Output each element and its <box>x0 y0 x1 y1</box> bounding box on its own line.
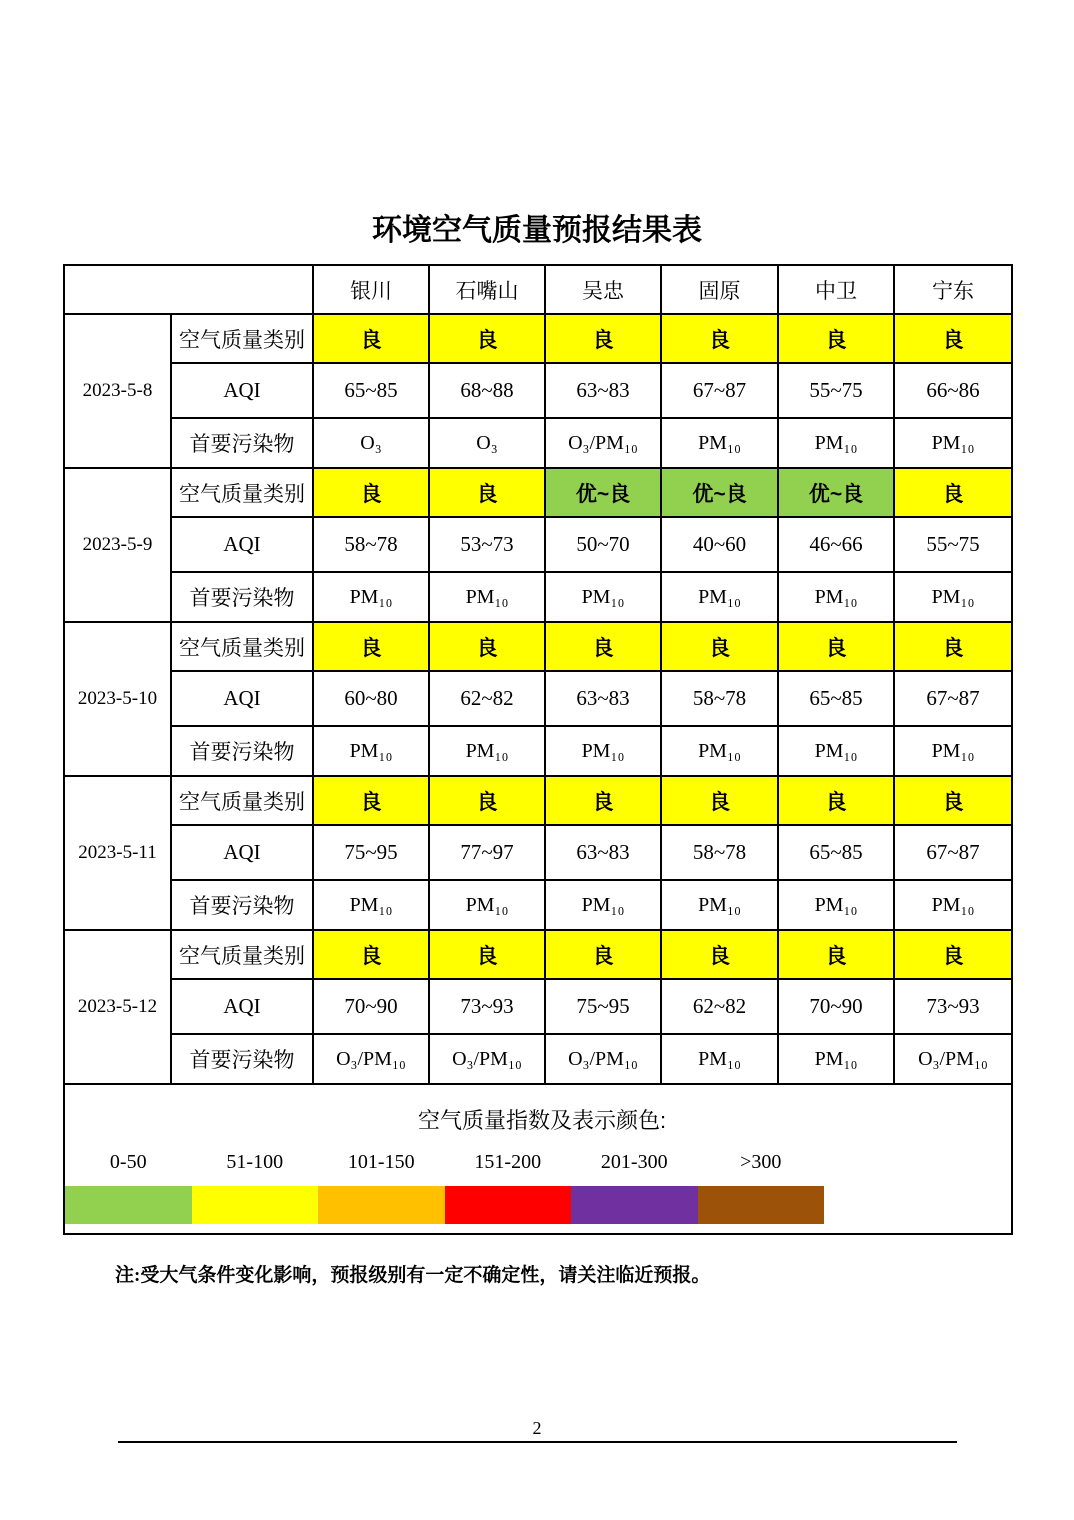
legend-color-swatch <box>318 1186 445 1224</box>
aqi-value-cell: 55~75 <box>778 363 894 418</box>
aqi-value-cell: 60~80 <box>313 671 429 726</box>
category-value-cell: 良 <box>894 468 1012 517</box>
legend-range-label: 51-100 <box>226 1151 284 1173</box>
pollutant-value-cell: O₃/PM₁₀ <box>429 1034 545 1084</box>
pollutant-value-cell: PM₁₀ <box>313 726 429 776</box>
city-header-cell: 固原 <box>661 265 778 314</box>
legend-range-label: 201-300 <box>600 1151 668 1173</box>
date-cell: 2023-5-8 <box>64 314 171 468</box>
row-label-category: 空气质量类别 <box>171 314 313 363</box>
pollutant-value-cell: O₃ <box>313 418 429 468</box>
category-value-cell: 良 <box>429 930 545 979</box>
category-value-cell: 良 <box>313 776 429 825</box>
aqi-value-cell: 63~83 <box>545 825 661 880</box>
category-value-cell: 良 <box>894 314 1012 363</box>
aqi-value-cell: 68~88 <box>429 363 545 418</box>
aqi-row <box>64 671 1012 726</box>
legend-cell <box>64 1084 1012 1234</box>
pollutant-value-cell: O₃/PM₁₀ <box>545 418 661 468</box>
category-value-cell: 良 <box>661 776 778 825</box>
aqi-value-cell: 73~93 <box>894 979 1012 1034</box>
category-value-cell: 良 <box>778 930 894 979</box>
category-value-cell: 良 <box>661 930 778 979</box>
aqi-value-cell: 75~95 <box>545 979 661 1034</box>
aqi-value-cell: 67~87 <box>894 825 1012 880</box>
row-label-category: 空气质量类别 <box>171 468 313 517</box>
row-label-aqi: AQI <box>171 671 313 726</box>
city-header-cell: 宁东 <box>894 265 1012 314</box>
category-value-cell: 优~良 <box>661 468 778 517</box>
legend-color-swatch <box>445 1186 572 1224</box>
aqi-value-cell: 65~85 <box>778 825 894 880</box>
category-row <box>64 930 1012 979</box>
aqi-value-cell: 65~85 <box>778 671 894 726</box>
pollutant-value-cell: PM₁₀ <box>778 880 894 930</box>
category-value-cell: 良 <box>778 622 894 671</box>
aqi-row <box>64 517 1012 572</box>
aqi-row <box>64 825 1012 880</box>
category-value-cell: 良 <box>545 776 661 825</box>
legend-range-label: 101-150 <box>347 1151 415 1173</box>
pollutant-value-cell: PM₁₀ <box>894 726 1012 776</box>
aqi-value-cell: 62~82 <box>429 671 545 726</box>
category-value-cell: 良 <box>545 622 661 671</box>
aqi-value-cell: 66~86 <box>894 363 1012 418</box>
row-label-pollutant: 首要污染物 <box>171 418 313 468</box>
category-value-cell: 良 <box>545 314 661 363</box>
aqi-value-cell: 58~78 <box>313 517 429 572</box>
pollutant-value-cell: PM₁₀ <box>661 726 778 776</box>
aqi-value-cell: 70~90 <box>313 979 429 1034</box>
row-label-aqi: AQI <box>171 517 313 572</box>
category-row <box>64 314 1012 363</box>
date-cell: 2023-5-10 <box>64 622 171 776</box>
header-empty-cell <box>64 265 313 314</box>
pollutant-value-cell: PM₁₀ <box>894 880 1012 930</box>
aqi-row <box>64 979 1012 1034</box>
legend-range-label: >300 <box>740 1151 782 1173</box>
pollutant-value-cell: PM₁₀ <box>545 726 661 776</box>
pollutant-value-cell: PM₁₀ <box>429 726 545 776</box>
category-row <box>64 776 1012 825</box>
pollutant-value-cell: PM₁₀ <box>661 572 778 622</box>
page-title: 环境空气质量预报结果表 <box>372 214 702 247</box>
category-value-cell: 良 <box>429 622 545 671</box>
city-header-cell: 中卫 <box>778 265 894 314</box>
pollutant-value-cell: PM₁₀ <box>894 572 1012 622</box>
aqi-value-cell: 46~66 <box>778 517 894 572</box>
aqi-value-cell: 58~78 <box>661 671 778 726</box>
legend-row <box>64 1084 1012 1234</box>
aqi-value-cell: 55~75 <box>894 517 1012 572</box>
aqi-value-cell: 70~90 <box>778 979 894 1034</box>
pollutant-row <box>64 1034 1012 1084</box>
row-label-aqi: AQI <box>171 363 313 418</box>
category-value-cell: 良 <box>429 468 545 517</box>
aqi-value-cell: 67~87 <box>894 671 1012 726</box>
legend-color-swatch <box>571 1186 698 1224</box>
legend-color-swatch <box>192 1186 319 1224</box>
row-label-category: 空气质量类别 <box>171 776 313 825</box>
row-label-pollutant: 首要污染物 <box>171 1034 313 1084</box>
city-header-row <box>64 265 1012 314</box>
city-header-cell: 吴忠 <box>545 265 661 314</box>
pollutant-value-cell: PM₁₀ <box>429 572 545 622</box>
pollutant-value-cell: O₃/PM₁₀ <box>894 1034 1012 1084</box>
date-cell: 2023-5-11 <box>64 776 171 930</box>
row-label-category: 空气质量类别 <box>171 622 313 671</box>
row-label-aqi: AQI <box>171 979 313 1034</box>
category-value-cell: 良 <box>545 930 661 979</box>
pollutant-value-cell: PM₁₀ <box>313 880 429 930</box>
category-value-cell: 良 <box>429 314 545 363</box>
aqi-value-cell: 40~60 <box>661 517 778 572</box>
legend-color-swatches <box>65 1186 824 1224</box>
row-label-category: 空气质量类别 <box>171 930 313 979</box>
category-value-cell: 良 <box>313 468 429 517</box>
aqi-value-cell: 77~97 <box>429 825 545 880</box>
category-value-cell: 良 <box>661 622 778 671</box>
row-label-pollutant: 首要污染物 <box>171 880 313 930</box>
aqi-value-cell: 73~93 <box>429 979 545 1034</box>
pollutant-row <box>64 726 1012 776</box>
aqi-value-cell: 67~87 <box>661 363 778 418</box>
legend-range-label: 151-200 <box>474 1151 542 1173</box>
category-value-cell: 良 <box>894 622 1012 671</box>
air-quality-forecast-table <box>63 264 1013 1235</box>
category-value-cell: 优~良 <box>778 468 894 517</box>
row-label-aqi: AQI <box>171 825 313 880</box>
row-label-pollutant: 首要污染物 <box>171 572 313 622</box>
pollutant-value-cell: PM₁₀ <box>778 572 894 622</box>
pollutant-row <box>64 418 1012 468</box>
legend-range-labels <box>65 1151 824 1174</box>
pollutant-value-cell: O₃ <box>429 418 545 468</box>
pollutant-value-cell: PM₁₀ <box>429 880 545 930</box>
category-value-cell: 良 <box>894 930 1012 979</box>
page-number: 2 <box>532 1418 542 1438</box>
aqi-value-cell: 58~78 <box>661 825 778 880</box>
pollutant-value-cell: PM₁₀ <box>545 880 661 930</box>
pollutant-row <box>64 880 1012 930</box>
category-row <box>64 622 1012 671</box>
category-row <box>64 468 1012 517</box>
pollutant-value-cell: PM₁₀ <box>778 418 894 468</box>
date-cell: 2023-5-12 <box>64 930 171 1084</box>
aqi-value-cell: 75~95 <box>313 825 429 880</box>
aqi-value-cell: 62~82 <box>661 979 778 1034</box>
date-cell: 2023-5-9 <box>64 468 171 622</box>
pollutant-value-cell: PM₁₀ <box>661 880 778 930</box>
pollutant-row <box>64 572 1012 622</box>
pollutant-value-cell: PM₁₀ <box>778 1034 894 1084</box>
pollutant-value-cell: PM₁₀ <box>661 1034 778 1084</box>
aqi-value-cell: 53~73 <box>429 517 545 572</box>
pollutant-value-cell: O₃/PM₁₀ <box>545 1034 661 1084</box>
pollutant-value-cell: PM₁₀ <box>545 572 661 622</box>
aqi-row <box>64 363 1012 418</box>
category-value-cell: 良 <box>778 776 894 825</box>
pollutant-value-cell: O₃/PM₁₀ <box>313 1034 429 1084</box>
legend-range-label: 0-50 <box>109 1151 147 1173</box>
pollutant-value-cell: PM₁₀ <box>661 418 778 468</box>
category-value-cell: 良 <box>313 930 429 979</box>
note-text: 注:受大气条件变化影响，预报级别有一定不确定性，请关注临近预报。 <box>115 1265 711 1286</box>
category-value-cell: 良 <box>661 314 778 363</box>
legend-color-swatch <box>65 1186 192 1224</box>
footer-rule <box>118 1441 957 1443</box>
aqi-value-cell: 50~70 <box>545 517 661 572</box>
legend-color-swatch <box>698 1186 825 1224</box>
pollutant-value-cell: PM₁₀ <box>894 418 1012 468</box>
category-value-cell: 良 <box>429 776 545 825</box>
category-value-cell: 良 <box>894 776 1012 825</box>
aqi-value-cell: 63~83 <box>545 671 661 726</box>
aqi-value-cell: 65~85 <box>313 363 429 418</box>
city-header-cell: 石嘴山 <box>429 265 545 314</box>
category-value-cell: 良 <box>778 314 894 363</box>
city-header-cell: 银川 <box>313 265 429 314</box>
pollutant-value-cell: PM₁₀ <box>778 726 894 776</box>
category-value-cell: 良 <box>313 314 429 363</box>
row-label-pollutant: 首要污染物 <box>171 726 313 776</box>
legend-title: 空气质量指数及表示颜色: <box>417 1108 667 1133</box>
aqi-value-cell: 63~83 <box>545 363 661 418</box>
pollutant-value-cell: PM₁₀ <box>313 572 429 622</box>
category-value-cell: 优~良 <box>545 468 661 517</box>
category-value-cell: 良 <box>313 622 429 671</box>
